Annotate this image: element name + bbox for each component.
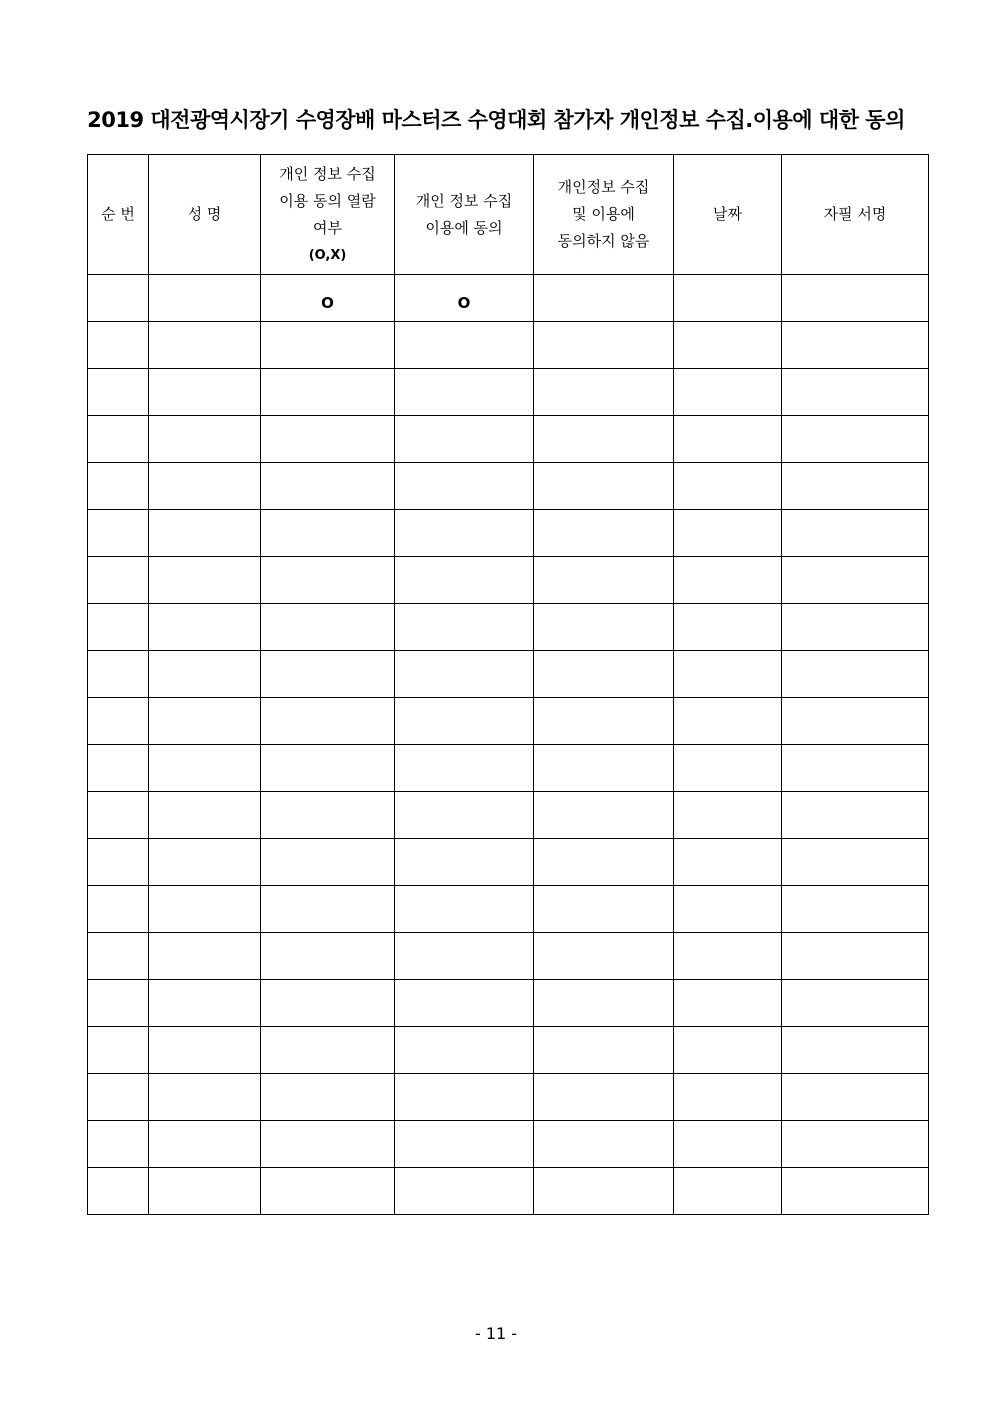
- cell-seq[interactable]: [88, 275, 149, 322]
- cell-name[interactable]: [149, 1168, 261, 1215]
- cell-name[interactable]: [149, 463, 261, 510]
- cell-agree[interactable]: [395, 698, 534, 745]
- cell-signature[interactable]: [782, 604, 929, 651]
- cell-name[interactable]: [149, 416, 261, 463]
- cell-name[interactable]: [149, 1074, 261, 1121]
- cell-reviewed[interactable]: [261, 651, 395, 698]
- table-row: [88, 416, 929, 463]
- header-name: 성 명: [149, 155, 261, 275]
- cell-date[interactable]: [674, 369, 782, 416]
- cell-reviewed[interactable]: [261, 275, 395, 322]
- cell-name[interactable]: [149, 698, 261, 745]
- cell-seq[interactable]: [88, 322, 149, 369]
- cell-name[interactable]: [149, 651, 261, 698]
- cell-disagree[interactable]: [534, 980, 674, 1027]
- cell-seq[interactable]: [88, 980, 149, 1027]
- table-row: [88, 980, 929, 1027]
- cell-agree[interactable]: [395, 369, 534, 416]
- cell-agree[interactable]: [395, 651, 534, 698]
- cell-name[interactable]: [149, 1121, 261, 1168]
- cell-reviewed[interactable]: [261, 1027, 395, 1074]
- cell-disagree[interactable]: [534, 933, 674, 980]
- header-review: 개인 정보 수집 이용 동의 열람 여부 (O,X): [261, 155, 395, 275]
- cell-signature[interactable]: [782, 886, 929, 933]
- header-signature: 자필 서명: [782, 155, 929, 275]
- cell-agree[interactable]: [395, 1027, 534, 1074]
- cell-disagree[interactable]: [534, 1121, 674, 1168]
- table-row: [88, 886, 929, 933]
- cell-name[interactable]: [149, 1027, 261, 1074]
- cell-reviewed[interactable]: [261, 980, 395, 1027]
- table-row: [88, 604, 929, 651]
- cell-date[interactable]: [674, 416, 782, 463]
- header-date: 날짜: [674, 155, 782, 275]
- cell-disagree[interactable]: [534, 275, 674, 322]
- cell-seq[interactable]: [88, 792, 149, 839]
- cell-agree[interactable]: [395, 463, 534, 510]
- cell-reviewed[interactable]: [261, 463, 395, 510]
- cell-reviewed[interactable]: [261, 604, 395, 651]
- cell-signature[interactable]: [782, 510, 929, 557]
- table-header-row: [88, 155, 929, 275]
- cell-signature[interactable]: [782, 369, 929, 416]
- cell-disagree[interactable]: [534, 1027, 674, 1074]
- cell-date[interactable]: [674, 463, 782, 510]
- cell-date[interactable]: [674, 980, 782, 1027]
- cell-agree[interactable]: [395, 557, 534, 604]
- cell-reviewed[interactable]: [261, 1168, 395, 1215]
- cell-disagree[interactable]: [534, 510, 674, 557]
- cell-signature[interactable]: [782, 933, 929, 980]
- cell-seq[interactable]: [88, 745, 149, 792]
- cell-name[interactable]: [149, 933, 261, 980]
- header-disagree: 개인정보 수집 및 이용에 동의하지 않음: [534, 155, 674, 275]
- cell-agree[interactable]: [395, 416, 534, 463]
- table-row: [88, 275, 929, 322]
- cell-name[interactable]: [149, 839, 261, 886]
- cell-name[interactable]: [149, 275, 261, 322]
- cell-seq[interactable]: [88, 1074, 149, 1121]
- table-row: [88, 1168, 929, 1215]
- cell-seq[interactable]: [88, 416, 149, 463]
- cell-reviewed-value: O: [321, 293, 334, 312]
- cell-seq[interactable]: [88, 510, 149, 557]
- cell-date[interactable]: [674, 886, 782, 933]
- cell-disagree[interactable]: [534, 745, 674, 792]
- cell-reviewed[interactable]: [261, 322, 395, 369]
- cell-date[interactable]: [674, 275, 782, 322]
- cell-signature[interactable]: [782, 463, 929, 510]
- cell-reviewed[interactable]: [261, 416, 395, 463]
- table-row: [88, 1027, 929, 1074]
- cell-disagree[interactable]: [534, 698, 674, 745]
- cell-date[interactable]: [674, 839, 782, 886]
- cell-signature[interactable]: [782, 322, 929, 369]
- cell-disagree[interactable]: [534, 839, 674, 886]
- cell-seq[interactable]: [88, 463, 149, 510]
- cell-signature[interactable]: [782, 1027, 929, 1074]
- cell-signature[interactable]: [782, 651, 929, 698]
- cell-reviewed[interactable]: [261, 886, 395, 933]
- cell-date[interactable]: [674, 1074, 782, 1121]
- table-row: [88, 792, 929, 839]
- page-number: - 11 -: [474, 1324, 518, 1343]
- cell-signature[interactable]: [782, 980, 929, 1027]
- header-agree: 개인 정보 수집 이용에 동의: [395, 155, 534, 275]
- cell-seq[interactable]: [88, 651, 149, 698]
- cell-signature[interactable]: [782, 557, 929, 604]
- cell-disagree[interactable]: [534, 651, 674, 698]
- cell-disagree[interactable]: [534, 322, 674, 369]
- cell-agree[interactable]: [395, 933, 534, 980]
- cell-reviewed[interactable]: [261, 369, 395, 416]
- cell-disagree[interactable]: [534, 1074, 674, 1121]
- cell-date[interactable]: [674, 792, 782, 839]
- cell-date[interactable]: [674, 698, 782, 745]
- cell-name[interactable]: [149, 792, 261, 839]
- table-body: [88, 275, 929, 1215]
- cell-signature[interactable]: [782, 1074, 929, 1121]
- cell-agree[interactable]: [395, 604, 534, 651]
- cell-seq[interactable]: [88, 604, 149, 651]
- table-row: [88, 651, 929, 698]
- cell-agree[interactable]: [395, 510, 534, 557]
- cell-disagree[interactable]: [534, 369, 674, 416]
- cell-name[interactable]: [149, 745, 261, 792]
- cell-agree[interactable]: [395, 322, 534, 369]
- table-row: [88, 463, 929, 510]
- cell-name[interactable]: [149, 557, 261, 604]
- cell-seq[interactable]: [88, 933, 149, 980]
- cell-date[interactable]: [674, 604, 782, 651]
- consent-table: [87, 154, 929, 1215]
- cell-seq[interactable]: [88, 1027, 149, 1074]
- cell-disagree[interactable]: [534, 604, 674, 651]
- cell-disagree[interactable]: [534, 557, 674, 604]
- table-row: [88, 322, 929, 369]
- cell-signature[interactable]: [782, 839, 929, 886]
- table-row: [88, 933, 929, 980]
- cell-disagree[interactable]: [534, 886, 674, 933]
- cell-date[interactable]: [674, 557, 782, 604]
- cell-seq[interactable]: [88, 1121, 149, 1168]
- cell-date[interactable]: [674, 1121, 782, 1168]
- cell-disagree[interactable]: [534, 1168, 674, 1215]
- cell-seq[interactable]: [88, 369, 149, 416]
- cell-reviewed[interactable]: [261, 557, 395, 604]
- cell-disagree[interactable]: [534, 463, 674, 510]
- table-row: [88, 839, 929, 886]
- cell-name[interactable]: [149, 886, 261, 933]
- cell-seq[interactable]: [88, 557, 149, 604]
- cell-signature[interactable]: [782, 745, 929, 792]
- cell-reviewed[interactable]: [261, 510, 395, 557]
- cell-date[interactable]: [674, 745, 782, 792]
- cell-name[interactable]: [149, 980, 261, 1027]
- cell-reviewed[interactable]: [261, 933, 395, 980]
- cell-agree[interactable]: [395, 1168, 534, 1215]
- cell-agree[interactable]: [395, 1121, 534, 1168]
- cell-name[interactable]: [149, 322, 261, 369]
- table-row: [88, 745, 929, 792]
- cell-date[interactable]: [674, 651, 782, 698]
- cell-agree[interactable]: [395, 980, 534, 1027]
- cell-date[interactable]: [674, 933, 782, 980]
- cell-agree[interactable]: [395, 745, 534, 792]
- table-row: [88, 557, 929, 604]
- cell-agree[interactable]: [395, 886, 534, 933]
- cell-agree[interactable]: [395, 792, 534, 839]
- table-row: [88, 369, 929, 416]
- table-row: [88, 1074, 929, 1121]
- cell-reviewed[interactable]: [261, 698, 395, 745]
- cell-disagree[interactable]: [534, 416, 674, 463]
- page-title: 2019 대전광역시장기 수영장배 마스터즈 수영대회 참가자 개인정보 수집.이용에 대한 동의: [87, 108, 905, 132]
- cell-agree[interactable]: [395, 275, 534, 322]
- cell-name[interactable]: [149, 604, 261, 651]
- cell-seq[interactable]: [88, 698, 149, 745]
- cell-signature[interactable]: [782, 416, 929, 463]
- cell-agree[interactable]: [395, 839, 534, 886]
- cell-name[interactable]: [149, 510, 261, 557]
- cell-reviewed[interactable]: [261, 1074, 395, 1121]
- table-row: [88, 1121, 929, 1168]
- cell-date[interactable]: [674, 510, 782, 557]
- cell-seq[interactable]: [88, 1168, 149, 1215]
- cell-reviewed[interactable]: [261, 1121, 395, 1168]
- cell-date[interactable]: [674, 322, 782, 369]
- cell-signature[interactable]: [782, 1168, 929, 1215]
- cell-agree-value: O: [457, 293, 471, 312]
- table-row: [88, 698, 929, 745]
- cell-name[interactable]: [149, 369, 261, 416]
- cell-signature[interactable]: [782, 1121, 929, 1168]
- cell-signature[interactable]: [782, 275, 929, 322]
- table-row: [88, 510, 929, 557]
- cell-date[interactable]: [674, 1168, 782, 1215]
- cell-signature[interactable]: [782, 792, 929, 839]
- cell-seq[interactable]: [88, 839, 149, 886]
- header-seq: 순 번: [88, 155, 149, 275]
- cell-seq[interactable]: [88, 886, 149, 933]
- cell-signature[interactable]: [782, 698, 929, 745]
- cell-date[interactable]: [674, 1027, 782, 1074]
- cell-agree[interactable]: [395, 1074, 534, 1121]
- cell-reviewed[interactable]: [261, 792, 395, 839]
- cell-reviewed[interactable]: [261, 839, 395, 886]
- cell-reviewed[interactable]: [261, 745, 395, 792]
- cell-disagree[interactable]: [534, 792, 674, 839]
